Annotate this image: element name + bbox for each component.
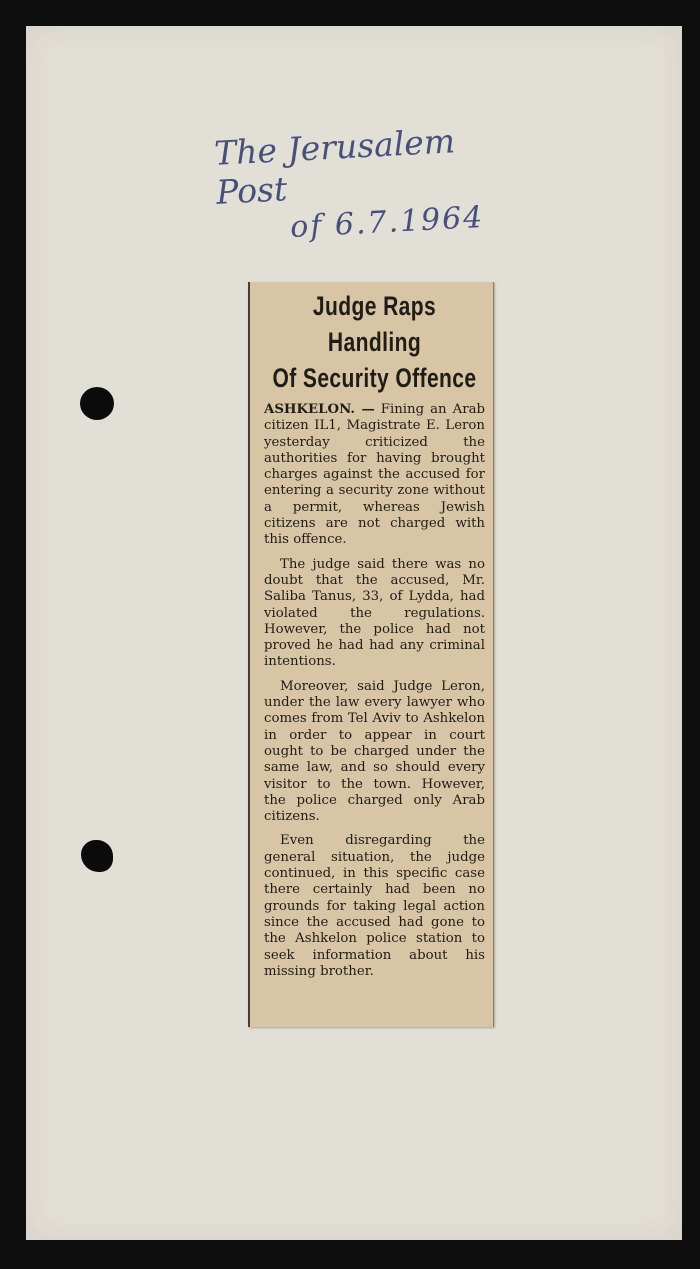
paragraph-4: Even disregarding the general situation, the judge continued, in this specific case there certainly had been no grounds for taking legal action since the accused had gone to the Ashkelon police station to seek information about his missing brother. <box>264 833 485 979</box>
punch-hole-bottom <box>81 840 113 872</box>
newspaper-clipping <box>248 282 494 1027</box>
headline <box>265 288 484 396</box>
paragraph-1-text: Fining an Arab citizen IL1, Magistrate E. Leron yesterday criticized the authorities for having brought charges against the accused for entering a security zone without a permit, whereas Jewish citizens are not charged with this offence. <box>264 402 486 548</box>
headline-line-1: Judge Raps Handling <box>312 291 437 357</box>
paragraph-3: Moreover, said Judge Leron, under the law every lawyer who comes from Tel Aviv to Ashkelon in order to appear in court ought to be charged under the same law, and so should every visitor to the town. However, the police charged only Arab citizens. <box>264 678 485 825</box>
handwritten-date: of 6.7.1964 <box>289 199 486 246</box>
headline-line-2: Of Security Offence <box>272 363 477 393</box>
paragraph-1 <box>264 402 485 549</box>
dateline: ASHKELON. — <box>264 402 375 417</box>
handwritten-source-note <box>213 118 519 249</box>
paragraph-2: The judge said there was no doubt that the accused, Mr. Saliba Tanus, 33, of Lydda, had violated the regulations. However, the police had not proved he had had any criminal intentions. <box>264 556 485 670</box>
archive-sheet <box>26 26 682 1240</box>
punch-hole-top <box>80 387 114 420</box>
handwritten-publication: The Jerusalem Post <box>213 121 456 212</box>
